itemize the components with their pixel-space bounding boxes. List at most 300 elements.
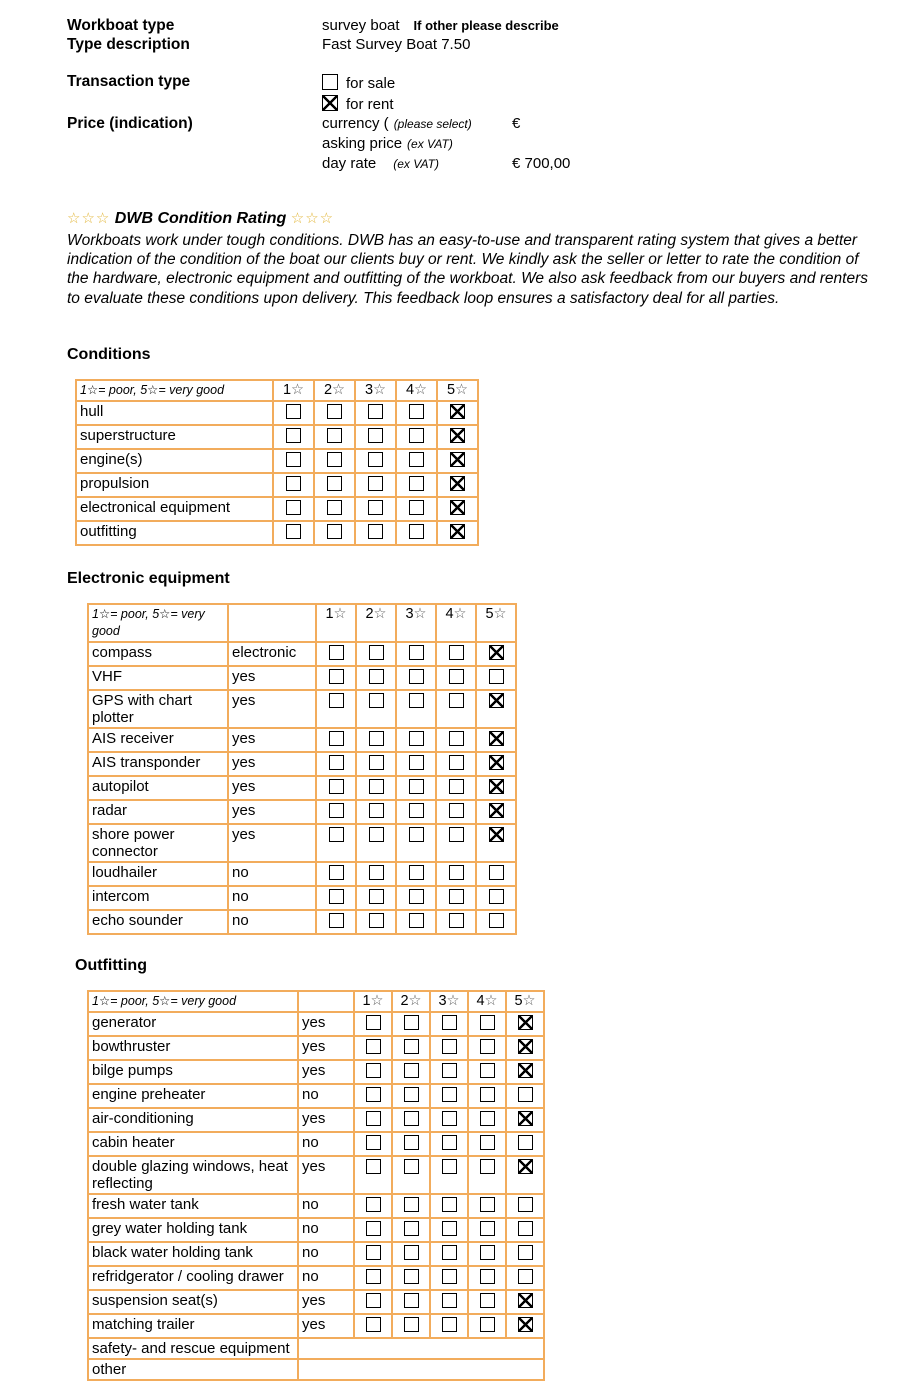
- rating-checkbox-3-star[interactable]: [442, 1197, 457, 1212]
- table-row: [88, 862, 516, 886]
- rating-checkbox-5-star[interactable]: [489, 693, 504, 708]
- rating-checkbox-3-star[interactable]: [409, 645, 424, 660]
- rating-checkbox-4-star[interactable]: [480, 1159, 495, 1174]
- rating-checkbox-4-star[interactable]: [480, 1111, 495, 1126]
- row-label: shore power connector: [88, 824, 228, 862]
- rating-checkbox-1-star[interactable]: [329, 645, 344, 660]
- rating-cell-2-star: [356, 642, 396, 666]
- rating-cell-5-star: [476, 910, 516, 934]
- rating-cell-4-star: [468, 1194, 506, 1218]
- rating-checkbox-2-star[interactable]: [404, 1063, 419, 1078]
- star-header-4: 4☆: [396, 380, 437, 401]
- rating-checkbox-2-star[interactable]: [369, 645, 384, 660]
- rating-checkbox-3-star[interactable]: [368, 476, 383, 491]
- row-label: other: [88, 1359, 298, 1380]
- rating-checkbox-2-star[interactable]: [404, 1293, 419, 1308]
- rating-cell-2-star: [314, 425, 355, 449]
- rating-cell-4-star: [436, 690, 476, 728]
- rating-checkbox-1-star[interactable]: [366, 1015, 381, 1030]
- rating-checkbox-3-star[interactable]: [442, 1317, 457, 1332]
- rating-cell-1-star: [354, 1060, 392, 1084]
- rating-checkbox-1-star[interactable]: [286, 524, 301, 539]
- row-label: hull: [76, 401, 273, 425]
- row-value: yes: [228, 824, 316, 862]
- for-rent-label: for rent: [346, 96, 394, 113]
- rating-checkbox-3-star[interactable]: [442, 1159, 457, 1174]
- rating-checkbox-1-star[interactable]: [366, 1221, 381, 1236]
- row-label: radar: [88, 800, 228, 824]
- rating-cell-3-star: [396, 666, 436, 690]
- rating-checkbox-1-star[interactable]: [329, 889, 344, 904]
- rating-checkbox-3-star[interactable]: [442, 1245, 457, 1260]
- rating-cell-1-star: [354, 1194, 392, 1218]
- rating-checkbox-5-star[interactable]: [518, 1221, 533, 1236]
- rating-cell-3-star: [396, 642, 436, 666]
- rating-cell-2-star: [392, 1132, 430, 1156]
- rating-checkbox-5-star[interactable]: [518, 1317, 533, 1332]
- rating-cell-4-star: [468, 1290, 506, 1314]
- rating-checkbox-3-star[interactable]: [442, 1063, 457, 1078]
- rating-legend: 1☆= poor, 5☆= very good: [88, 991, 298, 1012]
- outfitting-table: [87, 990, 545, 1381]
- rating-checkbox-3-star[interactable]: [409, 693, 424, 708]
- rating-checkbox-2-star[interactable]: [369, 827, 384, 842]
- asking-price-vat-hint: (ex VAT): [407, 137, 453, 151]
- rating-cell-1-star: [354, 1108, 392, 1132]
- rating-checkbox-1-star[interactable]: [329, 669, 344, 684]
- rating-checkbox-2-star[interactable]: [327, 452, 342, 467]
- rating-checkbox-4-star[interactable]: [449, 669, 464, 684]
- rating-cell-5-star: [437, 497, 478, 521]
- rating-checkbox-5-star[interactable]: [489, 645, 504, 660]
- rating-cell-5-star: [506, 1108, 544, 1132]
- table-row: [88, 690, 516, 728]
- rating-checkbox-5-star[interactable]: [489, 803, 504, 818]
- rating-cell-2-star: [392, 1036, 430, 1060]
- rating-checkbox-5-star[interactable]: [518, 1159, 533, 1174]
- row-label: outfitting: [76, 521, 273, 545]
- rating-checkbox-2-star[interactable]: [404, 1197, 419, 1212]
- star-header-3: 3☆: [396, 604, 436, 642]
- row-value: no: [228, 886, 316, 910]
- star-icon: ☆: [333, 605, 347, 622]
- rating-cell-4-star: [468, 1156, 506, 1194]
- gold-stars-right-icon: ☆☆☆: [290, 210, 335, 227]
- rating-checkbox-5-star[interactable]: [450, 452, 465, 467]
- table-row: [88, 776, 516, 800]
- rating-cell-3-star: [430, 1012, 468, 1036]
- row-value: yes: [228, 800, 316, 824]
- rating-checkbox-2-star[interactable]: [327, 476, 342, 491]
- rating-checkbox-4-star[interactable]: [449, 913, 464, 928]
- row-label: fresh water tank: [88, 1194, 298, 1218]
- rating-checkbox-5-star[interactable]: [518, 1245, 533, 1260]
- rating-cell-2-star: [314, 497, 355, 521]
- rating-cell-3-star: [430, 1108, 468, 1132]
- rating-checkbox-3-star[interactable]: [442, 1087, 457, 1102]
- rating-checkbox-5-star[interactable]: [489, 731, 504, 746]
- rating-cell-2-star: [356, 690, 396, 728]
- rating-checkbox-2-star[interactable]: [327, 524, 342, 539]
- star-icon: ☆: [373, 605, 387, 622]
- rating-checkbox-3-star[interactable]: [442, 1269, 457, 1284]
- rating-checkbox-5-star[interactable]: [489, 755, 504, 770]
- table-row: [76, 449, 478, 473]
- star-header-5: 5☆: [437, 380, 478, 401]
- star-icon: ☆: [408, 992, 422, 1009]
- rating-checkbox-5-star[interactable]: [518, 1039, 533, 1054]
- rating-checkbox-4-star[interactable]: [449, 731, 464, 746]
- outfitting-section: [67, 956, 880, 1381]
- table-row: [88, 1338, 544, 1359]
- dwb-rating-heading: [67, 209, 880, 228]
- rating-cell-2-star: [356, 800, 396, 824]
- row-value: yes: [228, 666, 316, 690]
- star-icon: ☆: [291, 381, 305, 398]
- rating-checkbox-3-star[interactable]: [409, 803, 424, 818]
- table-row: [88, 752, 516, 776]
- rating-cell-2-star: [392, 1266, 430, 1290]
- rating-cell-1-star: [354, 1156, 392, 1194]
- rating-cell-1-star: [273, 473, 314, 497]
- rating-checkbox-4-star[interactable]: [480, 1269, 495, 1284]
- rating-cell-5-star: [506, 1314, 544, 1338]
- rating-checkbox-1-star[interactable]: [366, 1135, 381, 1150]
- rating-cell-1-star: [316, 776, 356, 800]
- rating-checkbox-3-star[interactable]: [368, 500, 383, 515]
- currency-label: currency (: [322, 115, 389, 132]
- rating-cell-3-star: [355, 425, 396, 449]
- rating-checkbox-1-star[interactable]: [329, 731, 344, 746]
- rating-checkbox-2-star[interactable]: [369, 693, 384, 708]
- rating-checkbox-3-star[interactable]: [409, 913, 424, 928]
- rating-checkbox-2-star[interactable]: [404, 1111, 419, 1126]
- rating-cell-3-star: [430, 1084, 468, 1108]
- rating-checkbox-3-star[interactable]: [409, 889, 424, 904]
- rating-checkbox-2-star[interactable]: [369, 865, 384, 880]
- rating-checkbox-3-star[interactable]: [442, 1039, 457, 1054]
- table-row: [88, 1266, 544, 1290]
- rating-checkbox-2-star[interactable]: [369, 669, 384, 684]
- star-header-3: 3☆: [430, 991, 468, 1012]
- rating-checkbox-1-star[interactable]: [286, 404, 301, 419]
- rating-checkbox-5-star[interactable]: [518, 1293, 533, 1308]
- rating-checkbox-3-star[interactable]: [368, 452, 383, 467]
- rating-checkbox-5-star[interactable]: [450, 428, 465, 443]
- rating-checkbox-5-star[interactable]: [450, 476, 465, 491]
- rating-checkbox-4-star[interactable]: [449, 827, 464, 842]
- rating-checkbox-3-star[interactable]: [442, 1135, 457, 1150]
- rating-checkbox-1-star[interactable]: [329, 865, 344, 880]
- rating-cell-1-star: [316, 752, 356, 776]
- rating-cell-5-star: [476, 642, 516, 666]
- rating-cell-3-star: [396, 690, 436, 728]
- rating-checkbox-2-star[interactable]: [369, 889, 384, 904]
- row-label: electronical equipment: [76, 497, 273, 521]
- rating-checkbox-4-star[interactable]: [480, 1293, 495, 1308]
- rating-checkbox-1-star[interactable]: [286, 452, 301, 467]
- rating-checkbox-3-star[interactable]: [442, 1293, 457, 1308]
- row-value: yes: [228, 690, 316, 728]
- rating-legend: 1☆= poor, 5☆= very good: [76, 380, 273, 401]
- rating-checkbox-4-star[interactable]: [480, 1039, 495, 1054]
- row-label: autopilot: [88, 776, 228, 800]
- rating-checkbox-3-star[interactable]: [409, 669, 424, 684]
- rating-checkbox-4-star[interactable]: [480, 1015, 495, 1030]
- rating-checkbox-2-star[interactable]: [404, 1039, 419, 1054]
- row-label: echo sounder: [88, 910, 228, 934]
- day-rate-row: [67, 154, 880, 174]
- rating-checkbox-3-star[interactable]: [442, 1221, 457, 1236]
- rating-cell-4-star: [436, 800, 476, 824]
- rating-checkbox-4-star[interactable]: [409, 428, 424, 443]
- rating-cell-5-star: [476, 752, 516, 776]
- star-icon: ☆: [413, 605, 427, 622]
- row-label: superstructure: [76, 425, 273, 449]
- rating-checkbox-1-star[interactable]: [366, 1245, 381, 1260]
- rating-cell-5-star: [506, 1084, 544, 1108]
- rating-checkbox-5-star[interactable]: [518, 1269, 533, 1284]
- merged-empty-cell[interactable]: [298, 1359, 544, 1380]
- rating-checkbox-1-star[interactable]: [329, 913, 344, 928]
- table-header-row: [88, 991, 544, 1012]
- rating-checkbox-4-star[interactable]: [480, 1087, 495, 1102]
- rating-checkbox-4-star[interactable]: [409, 452, 424, 467]
- table-row: [88, 1012, 544, 1036]
- rating-cell-1-star: [354, 1290, 392, 1314]
- row-label: engine preheater: [88, 1084, 298, 1108]
- rating-cell-1-star: [316, 800, 356, 824]
- row-value: yes: [298, 1156, 354, 1194]
- rating-cell-5-star: [506, 1218, 544, 1242]
- rating-checkbox-2-star[interactable]: [404, 1245, 419, 1260]
- rating-checkbox-4-star[interactable]: [449, 779, 464, 794]
- rating-checkbox-5-star[interactable]: [518, 1197, 533, 1212]
- rating-checkbox-1-star[interactable]: [329, 693, 344, 708]
- rating-cell-1-star: [354, 1266, 392, 1290]
- rating-checkbox-3-star[interactable]: [409, 865, 424, 880]
- rating-checkbox-4-star[interactable]: [409, 524, 424, 539]
- transaction-type-row: [67, 72, 880, 93]
- rating-cell-3-star: [430, 1290, 468, 1314]
- rating-checkbox-2-star[interactable]: [404, 1087, 419, 1102]
- conditions-heading: Conditions: [67, 345, 151, 363]
- rating-cell-1-star: [354, 1314, 392, 1338]
- workboat-type-row: [67, 16, 880, 35]
- rating-checkbox-5-star[interactable]: [518, 1063, 533, 1078]
- rating-checkbox-1-star[interactable]: [329, 779, 344, 794]
- rating-checkbox-5-star[interactable]: [450, 404, 465, 419]
- rating-checkbox-4-star[interactable]: [449, 693, 464, 708]
- type-description-row: [67, 35, 880, 54]
- rating-checkbox-5-star[interactable]: [518, 1087, 533, 1102]
- rating-cell-2-star: [392, 1314, 430, 1338]
- rating-checkbox-1-star[interactable]: [366, 1111, 381, 1126]
- rating-cell-3-star: [355, 401, 396, 425]
- other-describe-note: If other please describe: [413, 18, 559, 33]
- rating-checkbox-3-star[interactable]: [409, 755, 424, 770]
- rating-checkbox-1-star[interactable]: [286, 428, 301, 443]
- rating-checkbox-4-star[interactable]: [480, 1245, 495, 1260]
- day-rate-label: day rate: [322, 155, 377, 172]
- rating-cell-2-star: [392, 1194, 430, 1218]
- rating-checkbox-1-star[interactable]: [366, 1159, 381, 1174]
- star-header-2: 2☆: [392, 991, 430, 1012]
- rating-checkbox-3-star[interactable]: [368, 428, 383, 443]
- for-rent-checkbox[interactable]: [322, 95, 338, 111]
- rating-checkbox-2-star[interactable]: [327, 404, 342, 419]
- rating-cell-4-star: [396, 401, 437, 425]
- table-row: [88, 1108, 544, 1132]
- row-label: double glazing windows, heat reflecting: [88, 1156, 298, 1194]
- rating-checkbox-3-star[interactable]: [368, 524, 383, 539]
- rating-checkbox-5-star[interactable]: [450, 500, 465, 515]
- row-value: no: [298, 1266, 354, 1290]
- rating-cell-1-star: [273, 401, 314, 425]
- rating-checkbox-1-star[interactable]: [366, 1269, 381, 1284]
- rating-cell-1-star: [316, 728, 356, 752]
- rating-cell-2-star: [314, 401, 355, 425]
- rating-cell-2-star: [392, 1156, 430, 1194]
- rating-checkbox-2-star[interactable]: [369, 913, 384, 928]
- star-header-4: 4☆: [468, 991, 506, 1012]
- table-row: [88, 1314, 544, 1338]
- day-rate-value: € 700,00: [512, 155, 571, 172]
- rating-cell-2-star: [356, 824, 396, 862]
- rating-checkbox-4-star[interactable]: [480, 1317, 495, 1332]
- rating-checkbox-1-star[interactable]: [329, 803, 344, 818]
- rating-checkbox-1-star[interactable]: [366, 1063, 381, 1078]
- rating-checkbox-2-star[interactable]: [404, 1317, 419, 1332]
- row-value: yes: [298, 1060, 354, 1084]
- rating-checkbox-3-star[interactable]: [409, 779, 424, 794]
- rating-checkbox-2-star[interactable]: [404, 1269, 419, 1284]
- rating-checkbox-3-star[interactable]: [409, 827, 424, 842]
- for-sale-checkbox[interactable]: [322, 74, 338, 90]
- rating-checkbox-5-star[interactable]: [518, 1111, 533, 1126]
- rating-checkbox-4-star[interactable]: [449, 889, 464, 904]
- rating-checkbox-5-star[interactable]: [518, 1015, 533, 1030]
- rating-checkbox-4-star[interactable]: [409, 404, 424, 419]
- rating-checkbox-1-star[interactable]: [366, 1317, 381, 1332]
- rating-checkbox-3-star[interactable]: [409, 731, 424, 746]
- row-value: electronic: [228, 642, 316, 666]
- rating-checkbox-1-star[interactable]: [366, 1293, 381, 1308]
- rating-checkbox-4-star[interactable]: [480, 1135, 495, 1150]
- rating-checkbox-4-star[interactable]: [449, 803, 464, 818]
- star-icon: ☆: [493, 605, 507, 622]
- rating-cell-5-star: [437, 449, 478, 473]
- rating-cell-1-star: [354, 1132, 392, 1156]
- currency-value: €: [512, 115, 521, 132]
- rating-checkbox-1-star[interactable]: [286, 476, 301, 491]
- rating-cell-5-star: [476, 800, 516, 824]
- rating-checkbox-5-star[interactable]: [489, 827, 504, 842]
- rating-checkbox-5-star[interactable]: [489, 779, 504, 794]
- row-value: yes: [228, 752, 316, 776]
- rating-cell-1-star: [316, 690, 356, 728]
- row-label: VHF: [88, 666, 228, 690]
- rating-cell-2-star: [392, 1218, 430, 1242]
- rating-checkbox-4-star[interactable]: [480, 1063, 495, 1078]
- rating-checkbox-2-star[interactable]: [404, 1159, 419, 1174]
- rating-checkbox-1-star[interactable]: [366, 1197, 381, 1212]
- rating-cell-1-star: [273, 521, 314, 545]
- table-row: [88, 666, 516, 690]
- rating-checkbox-2-star[interactable]: [404, 1221, 419, 1236]
- rating-checkbox-4-star[interactable]: [480, 1197, 495, 1212]
- rating-checkbox-1-star[interactable]: [366, 1039, 381, 1054]
- rating-checkbox-5-star[interactable]: [518, 1135, 533, 1150]
- type-description-value: Fast Survey Boat 7.50: [322, 36, 471, 53]
- rating-checkbox-2-star[interactable]: [327, 500, 342, 515]
- table-row: [88, 1359, 544, 1380]
- table-row: [88, 1084, 544, 1108]
- rating-checkbox-1-star[interactable]: [366, 1087, 381, 1102]
- star-header-1: 1☆: [354, 991, 392, 1012]
- rating-cell-2-star: [392, 1108, 430, 1132]
- rating-checkbox-3-star[interactable]: [368, 404, 383, 419]
- rating-checkbox-5-star[interactable]: [489, 889, 504, 904]
- star-header-5: 5☆: [476, 604, 516, 642]
- rating-checkbox-3-star[interactable]: [442, 1111, 457, 1126]
- row-label: matching trailer: [88, 1314, 298, 1338]
- rating-cell-2-star: [356, 776, 396, 800]
- rating-checkbox-1-star[interactable]: [329, 827, 344, 842]
- rating-checkbox-5-star[interactable]: [489, 865, 504, 880]
- rating-checkbox-2-star[interactable]: [327, 428, 342, 443]
- rating-checkbox-5-star[interactable]: [489, 913, 504, 928]
- table-row: [88, 1036, 544, 1060]
- currency-select-hint[interactable]: (please select): [393, 117, 472, 131]
- rating-checkbox-2-star[interactable]: [369, 731, 384, 746]
- rating-checkbox-4-star[interactable]: [449, 645, 464, 660]
- rating-checkbox-4-star[interactable]: [409, 500, 424, 515]
- rating-checkbox-4-star[interactable]: [449, 865, 464, 880]
- rating-checkbox-5-star[interactable]: [450, 524, 465, 539]
- star-header-4: 4☆: [436, 604, 476, 642]
- row-value: yes: [298, 1036, 354, 1060]
- rating-cell-1-star: [316, 666, 356, 690]
- row-label: bowthruster: [88, 1036, 298, 1060]
- rating-checkbox-1-star[interactable]: [329, 755, 344, 770]
- rating-checkbox-2-star[interactable]: [369, 779, 384, 794]
- rating-cell-5-star: [437, 401, 478, 425]
- star-header-5: 5☆: [506, 991, 544, 1012]
- star-icon: ☆: [484, 992, 498, 1009]
- rating-checkbox-4-star[interactable]: [480, 1221, 495, 1236]
- merged-empty-cell[interactable]: [298, 1338, 544, 1359]
- rating-checkbox-4-star[interactable]: [409, 476, 424, 491]
- rating-checkbox-4-star[interactable]: [449, 755, 464, 770]
- rating-cell-2-star: [392, 1242, 430, 1266]
- rating-cell-5-star: [506, 1132, 544, 1156]
- rating-checkbox-2-star[interactable]: [369, 803, 384, 818]
- rating-checkbox-2-star[interactable]: [404, 1135, 419, 1150]
- rating-checkbox-2-star[interactable]: [369, 755, 384, 770]
- rating-cell-5-star: [506, 1012, 544, 1036]
- rating-checkbox-1-star[interactable]: [286, 500, 301, 515]
- rating-cell-4-star: [468, 1266, 506, 1290]
- rating-checkbox-5-star[interactable]: [489, 669, 504, 684]
- rating-checkbox-3-star[interactable]: [442, 1015, 457, 1030]
- header-spacer-cell: [298, 991, 354, 1012]
- row-value: no: [298, 1194, 354, 1218]
- rating-cell-3-star: [430, 1132, 468, 1156]
- rating-cell-1-star: [316, 824, 356, 862]
- row-value: yes: [228, 776, 316, 800]
- rating-checkbox-2-star[interactable]: [404, 1015, 419, 1030]
